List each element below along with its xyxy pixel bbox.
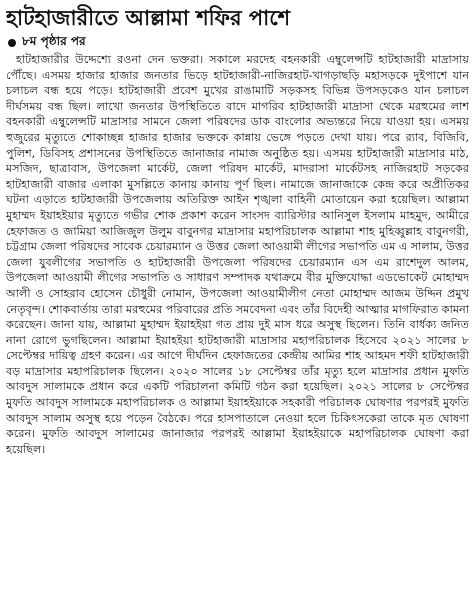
article-headline: হাটহাজারীতে আল্লামা শফির পাশে — [6, 6, 291, 30]
article-body: হাটহাজারীর উদ্দেশ্যে রওনা দেন ভক্তরা। সকালে মরদেহ বহনকারী এম্বুলেন্সটি হাটহাজারী মাদ্রাসায় পৌঁছে। এসময় হাজার হাজার জনতার ভিড়ে হাটহাজারী-নাজিরহাট-খাগড়াছড়ি মহাসড়কে দুইপাশে যান চলাচল বন্ধ হয়ে পড়ে। হাটহাজারী প্রবেশ মুখের রাঙামাটি সড়কসহ বিভিন্ন উপসড়কেও যান চলাচল দীর্ঘসময় বন্ধ ছিল। লাখো জনতার উপস্থিতিতে বাদে মাগরিব হাটহাজারী মাদ্রাসা থেকে মরহুমের লাশ বহনকারী এম্বুলেন্সটি মাদ্রাসার সামনে জেলা পরিষদের ডাক বাংলোর অভ্যন্তরে নিয়ে যাওয়া হয়। এসময় হুজুরের মৃত্যুতে শোকাচ্ছন্ন হাজার হাজার ভক্তকে কান্নায় ভেঙ্গে পড়তে দেখা যায়। পরে র‍্যাব, বিজিবি, পুলিশ, ডিবিসহ প্রশাসনের উপস্থিতিতে জানাজার নামাজ অনুষ্ঠিত হয়। এসময় হাটহাজারী মাদ্রাসার মাঠ, মসজিদ, ছাত্রাবাস, উপজেলা মার্কেট, জেলা পরিষদ মার্কেট, মাদরাসা মার্কেটসহ নাজিরহাট সড়কের হাটহাজারী বাজার এলাকা মুসল্লিতে কানায় কানায় পূর্ণ ছিল। নামাজে জানাজাকে কেন্দ্র করে অপ্রীতিকর ঘটনা এড়াতে হাটহাজারী উপজেলায় অতিরিক্ত আইন শৃঙ্খলা বাহিনী মোতায়েন করা হয়েছিল। আল্লামা মুহাম্মদ ইয়াহইয়ার মৃত্যুতে গভীর শোক প্রকাশ করেন সাংসদ ব্যারিস্টার আনিসুল ইসলাম মাহমুদ, আমীরে হেফাজত ও জামিয়া আজিজুল উলুম বাবুনগর মাদ্রাসার মহাপরিচালক আল্লামা শাহ মুহিব্বুল্লাহ বাবুনগরী, চট্টগ্রাম জেলা পরিষদের সাবেক চেয়ারম্যান ও উত্তর জেলা আওয়ামী লীগের সভাপতি এম এ সালাম, উত্তর জেলা যুবলীগের সভাপতি ও হাটহাজারী উপজেলা পরিষদের চেয়ারম্যান এস এম রাশেদুল আলম, উপজেলা আওয়ামী লীগের সভাপতি ও সাধারণ সম্পাদক যথাক্রমে বীর মুক্তিযোদ্ধা এডভোকেট মোহাম্মদ আলী ও সোহরাব হোসেন চৌধুরী নোমান, উপজেলা আওয়ামীলীগ নেতা মোহাম্মদ আজম উদ্দিন প্রমুখ নেতৃবৃন্দ। শোকবার্তায় তারা মরহুমের পরিবারের প্রতি সমবেদনা এবং তাঁর বিদেহী আত্মার মাগফিরাত কামনা করেছেন। জানা যায়, আল্লামা মুহাম্মদ ইয়াহইয়া গত প্রায় দুই মাস ধরে অসুস্থ ছিলেন। তিনি বার্ধক্য জনিত নানা রোগে ভুগছিলেন। আল্লামা ইয়াহইয়া হাটহাজারী মাদ্রাসার মহাপরিচালক হিসেবে ২০২১ সালের ৮ সেপ্টেম্বর দায়িত্ব গ্রহণ করেন। এর আগে দীর্ঘদিন হেফাজতের কেন্দ্রীয় আমির শাহ আহমদ শফী হাটহাজারী বড় মাদ্রাসার মহাপরিচালক ছিলেন। ২০২০ সালের ১৮ সেপ্টেম্বর তাঁর মৃত্যু হলে মাদ্রাসার প্রধান মুফতি আবদুস সালামকে প্রধান করে একটি পরিচালনা কমিটি গঠন করা হয়েছিল। ২০২১ সালের ৮ সেপ্টেম্বর মুফতি আবদুস সালামকে মহাপরিচালক ও আল্লামা ইয়াহইয়াকে সহকারী পরিচালক ঘোষণার পরপরই মুফতি আবদুস সালাম অসুস্থ হয়ে পড়েন বৈঠকে। পরে হাসপাতালে নেওয়া হলে চিকিৎসকেরা তাকে মৃত ঘোষণা করেন। মুফতি আবদুস সালামের জানাজার পরপরই আল্লামা ইয়াহইয়াকে মহাপরিচালক ঘোষণা করা হয়েছিল। — [6, 53, 469, 456]
bullet-icon — [8, 39, 16, 47]
news-article — [6, 4, 469, 589]
continuation-marker — [6, 34, 469, 51]
continuation-label: ৮ম পৃষ্ঠার পর — [22, 33, 86, 48]
